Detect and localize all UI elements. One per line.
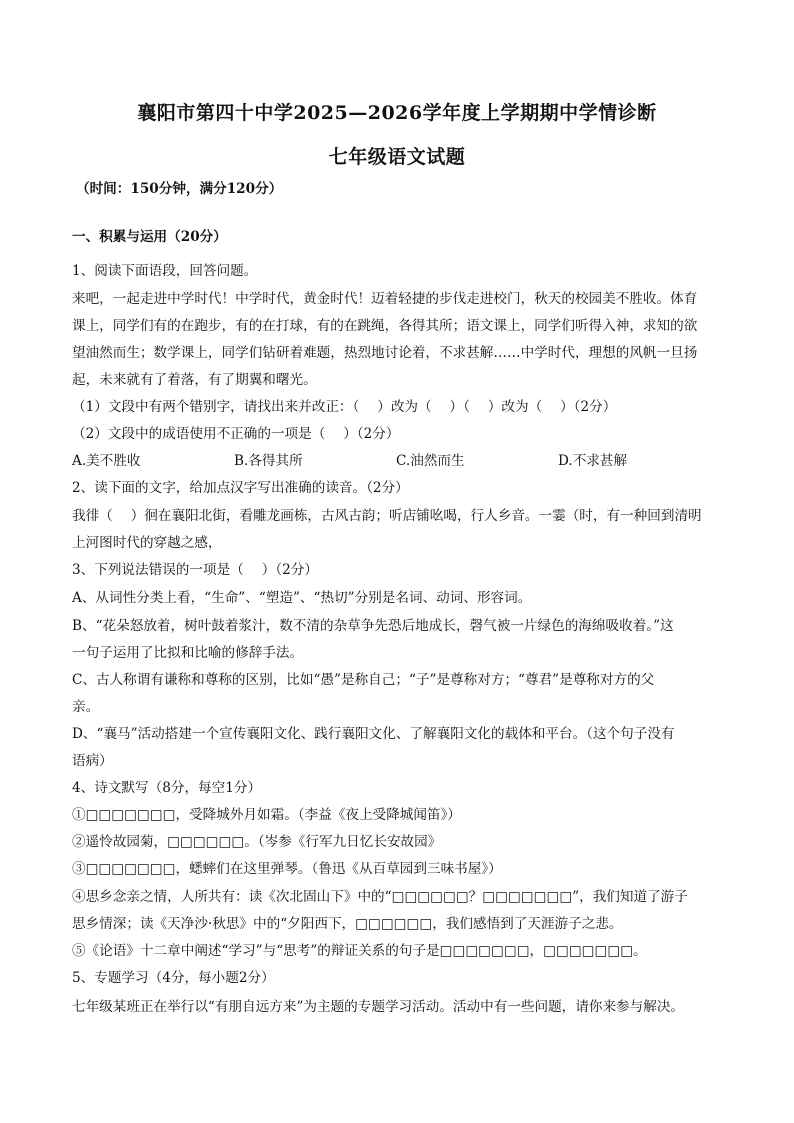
question-4-line: ④思乡念亲之情，人所共有：读《次北固山下》中的“□□□□□□？□□□□□□□”，我们知道了游子 [72,889,688,905]
question-3-line: B、“花朵怒放着，树叶鼓着浆汁，数不清的杂草争先恐后地成长，磬气被一片绿色的海绵吸收着。”这 [72,618,674,634]
question-5-stem: 5、专题学习（4分，每小题2分） [72,970,275,986]
question-1-passage-line: 课上，同学们有的在跑步，有的在打球，有的在跳绳，各得其所；语文课上，同学们听得入神，求知的欲 [72,318,698,334]
option-a: A.美不胜收 [72,453,141,469]
question-2-passage-line: 我徘（ ）徊在襄阳北街，看雕龙画栋，古风古韵；听店铺吆喝，行人乡音。一霎（时，有一种回到清明 [72,508,702,524]
question-1-sub-2: （2）文段中的成语使用不正确的一项是（ ）（2分） [72,426,400,442]
exam-subtitle: 七年级语文试题 [328,146,466,168]
section-heading: 一、积累与运用（20分） [72,229,227,245]
question-4-line: 思乡情深；读《天净沙·秋思》中的“夕阳西下，□□□□□□，我们感悟到了天涯游子之悲。 [72,916,623,932]
question-5-intro: 七年级某班正在举行以“有朋自远方来”为主题的专题学习活动。活动中有一些问题，请你来参与解决。 [72,999,685,1015]
question-1-passage-line: 起，未来就有了着落，有了期翼和曙光。 [72,372,317,388]
exam-title: 襄阳市第四十中学2025—2026学年度上学期期中学情诊断 [137,102,657,124]
question-1-passage-line: 望油然而生；数学课上，同学们钻研着难题，热烈地讨论着，不求甚解……中学时代，理想的风帆一旦扬 [72,345,698,361]
question-2-passage-line: 上河图时代的穿越之感， [72,535,222,551]
question-4-line: ①□□□□□□□，受降城外月如霜。（李益《夜上受降城闻笛》） [72,807,461,823]
question-4-stem: 4、诗文默写（8分，每空1分） [72,780,262,796]
question-4-line: ③□□□□□□□，蟋蟀们在这里弹琴。（鲁迅《从百草园到三味书屋》） [72,861,502,877]
question-1-passage-line: 来吧，一起走进中学时代！中学时代，黄金时代！迈着轻捷的步伐走进校门，秋天的校园美不胜收。体育 [72,291,698,307]
exam-info: （时间：150分钟，满分120分） [76,181,283,197]
question-1-sub-1: （1）文段中有两个错别字，请找出来并改正：（ ）改为（ ）（ ）改为（ ）（2分） [72,399,617,415]
question-3-line: C、古人称谓有谦称和尊称的区别，比如“愚”是称自己；“子”是尊称对方；“尊君”是尊称对方的父 [72,672,655,688]
question-3-line: D、“襄马”活动搭建一个宣传襄阳文化、践行襄阳文化、了解襄阳文化的载体和平台。（这个句子没有 [72,726,675,742]
question-3-line: 语病） [72,753,113,769]
question-4-line: ②遥怜故园菊，□□□□□□。（岑参《行军九日忆长安故园》 [72,834,442,850]
question-3-stem: 3、下列说法错误的一项是（ ）（2分） [72,562,318,578]
option-d: D.不求甚解 [558,453,628,469]
option-b: B.各得其所 [234,453,303,469]
question-3-line: 一句子运用了比拟和比喻的修辞手法。 [72,645,304,661]
question-2-stem: 2、读下面的文字，给加点汉字写出准确的读音。（2分） [72,480,409,496]
option-c: C.油然而生 [396,453,465,469]
question-3-line: 亲。 [72,699,100,715]
question-1-stem: 1、阅读下面语段，回答问题。 [72,263,258,279]
question-3-line: A、从词性分类上看，“生命”、“塑造”、“热切”分别是名词、动词、形容词。 [72,590,532,606]
question-4-line: ⑤《论语》十二章中阐述“学习”与“思考”的辩证关系的句子是□□□□□□□，□□□□□□□。 [72,943,647,959]
